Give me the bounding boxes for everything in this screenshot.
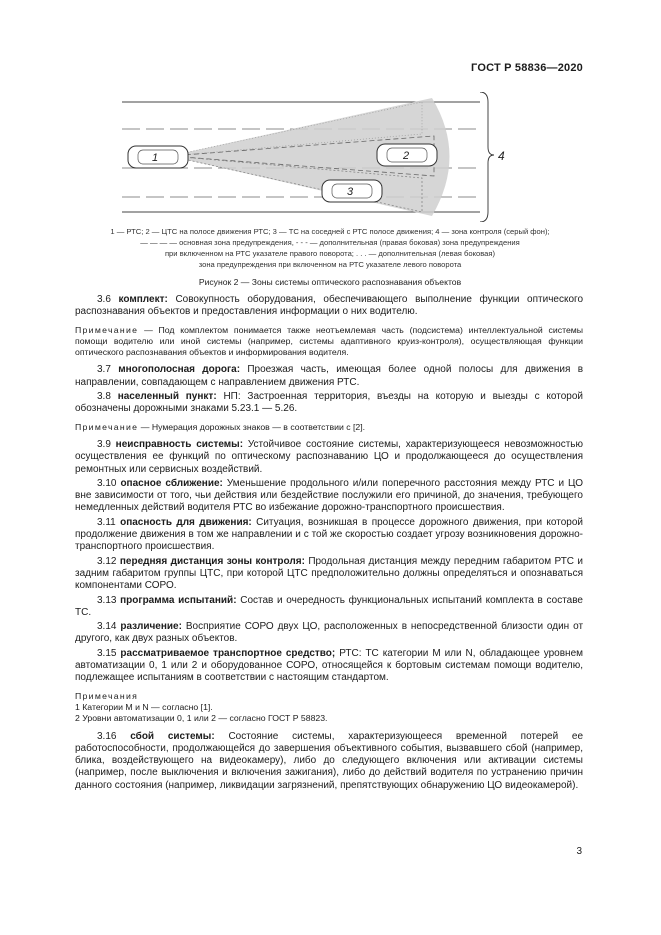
car-2 [377,144,437,166]
car-1 [128,146,188,168]
zone-bracket [480,92,494,222]
note-3-6: Примечание — Под комплектом понимается также неотъемлемая часть (подсистема) интеллектуальной системы помощи водителю или иной системы (например, системы адаптивного круиз-контроля), осуществляющая функции оптического распознавания объектов и информирования водителя. [75,324,584,358]
legend-line: — — — — основная зона предупреждения, - - - — дополнительная (правая боковая) зона предупреждения [140,238,520,247]
definition-3-8: 3.8 населенный пункт: НП: Застроенная территория, въезды на которую и выезды с которой обозначены дорожными знаками 5.23.1 — 5.26. [75,391,583,415]
car-3 [322,180,382,202]
legend-line: 1 — РТС; 2 — ЦТС на полосе движения РТС; 3 — ТС на соседней с РТС полосе движения; 4 — зона контроля (серый фон); [110,227,550,236]
legend-line: зона предупреждения при включенном на РТС указателе левого поворота [198,260,462,269]
note-item: 1 Категории М и N — согласно [1]. [75,701,213,712]
note-item: 2 Уровни автоматизации 0, 1 или 2 — согласно ГОСТ Р 58823. [75,713,328,724]
page-number: 3 [576,846,582,857]
definition-3-7: 3.7 многополосная дорога: Проезжая часть, имеющая более одной полосы для движения в направлении, совпадающем с направлением движения РТС. [75,364,584,388]
legend-line: при включенном на РТС указателе правого поворота; . . . — дополнительная (левая боковая) [164,249,496,258]
definition-3-16: 3.16 сбой системы: Состояние системы, характеризующееся временной потерей ее работоспособности, продолжающейся до завершения объективного события, вызвавшего сбой (например, блика, воздействующего на видеокамеру), либо до следующего включения или активации системы (например, после выключения и включения зажигания), либо до действий водителя по устранению причин данного состояния (например, ликвидации загрязнений, препятствующих обнаружению ЦО видеокамерой). [75,730,584,791]
zone-label: 4 [498,149,505,163]
figure-caption: Рисунок 2 — Зоны системы оптического распознавания объектов [198,277,462,287]
notes-3-15: Примечания 1 Категории М и N — согласно [1]. 2 Уровни автоматизации 0, 1 или 2 — согласно ГОСТ Р 58823. [75,691,583,725]
svg-text:2: 2 [403,150,410,162]
sensor-zones-diagram [122,92,522,222]
definition-3-11: 3.11 опасность для движения: Ситуация, возникшая в процессе дорожного движения, при которой продолжение движения в том же направлении и с той же скоростью создает угрозу возникновения дорожно-транспортного происшествия. [75,516,583,553]
document-code: ГОСТ Р 58836—2020 [471,62,583,74]
definition-3-13: 3.13 программа испытаний: Состав и очередность функциональных испытаний комплекта в составе ТС. [75,594,583,618]
note-3-8: Примечание — Нумерация дорожных знаков — в соответствии с [2]. [75,421,366,432]
definition-3-10: 3.10 опасное сближение: Уменьшение продольного и/или поперечного расстояния между РТС и ЦО вне зависимости от того, чьи действия или бездействие послужили его причиной, до значения, требующего немедленных действий водителя РТС во избежание дорожно-транспортного происшествия. [75,477,584,514]
definition-3-6: 3.6 комплект: Совокупность оборудования, обеспечивающего выполнение функции оптического распознавания объектов и предоставления информации о них водителю. [75,294,584,318]
definition-3-12: 3.12 передняя дистанция зоны контроля: Продольная дистанция между передним габаритом РТС и задним габаритом группы ЦТС, при которой ЦТС предположительно должны определяться и опознаваться компонентами СОРО. [75,555,584,592]
svg-text:1: 1 [152,152,159,164]
definition-3-9: 3.9 неисправность системы: Устойчивое состояние системы, характеризующееся невозможностью осуществления ее функций по оптическому распознаванию ЦО и продолжающееся до осуществления ремонтных или сервисных воздействий. [75,438,584,475]
svg-text:3: 3 [347,186,354,198]
document-body [75,294,583,792]
definition-3-14: 3.14 различение: Восприятие СОРО двух ЦО, расположенных в непосредственной близости один от другого, как двух разных объектов. [75,621,584,645]
figure-legend [50,226,610,270]
definition-3-15: 3.15 рассматриваемое транспортное средство; РТС: ТС категории М или N, обладающее уровнем автоматизации 0, 1 или 2 и оборудованное СОРО, относящейся к бортовым системам помощи водителю, подлежащее испытаниям в соответствии с настоящим стандартом. [75,647,584,684]
